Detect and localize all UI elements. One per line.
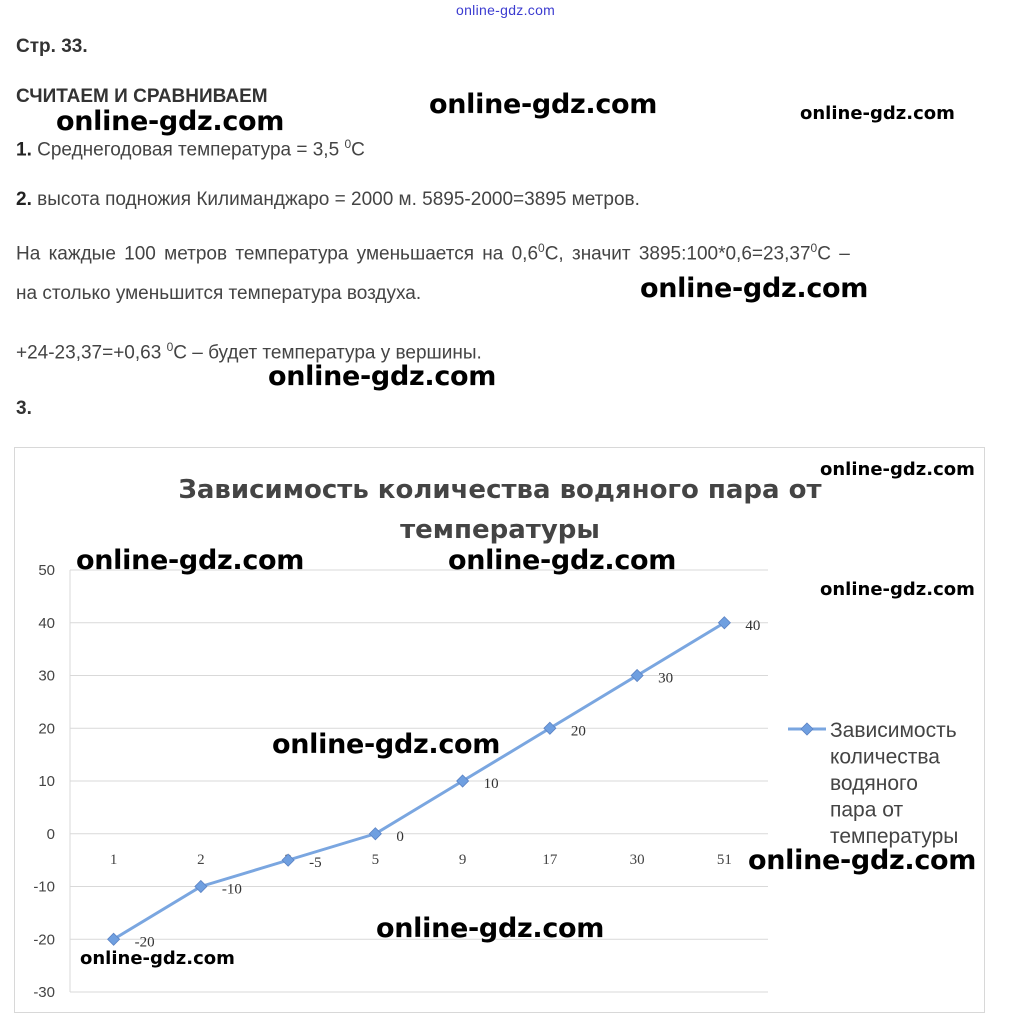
chart-title-line-2: температуры bbox=[400, 515, 600, 545]
data-label: 20 bbox=[570, 723, 586, 740]
degree-sup: 0 bbox=[538, 241, 545, 255]
page-reference: Стр. 33. bbox=[16, 36, 88, 57]
legend-label: температуры bbox=[830, 825, 959, 848]
legend-label: водяного bbox=[830, 772, 918, 795]
degree-sup: 0 bbox=[344, 137, 352, 151]
y-tick-label: -10 bbox=[33, 878, 55, 896]
watermark: online-gdz.com bbox=[448, 545, 677, 576]
x-tick-label: 30 bbox=[629, 851, 645, 868]
paragraph-2: на столько уменьшится температура воздуха. bbox=[16, 283, 422, 304]
x-tick-label: 2 bbox=[197, 851, 205, 868]
watermark: online-gdz.com bbox=[429, 89, 658, 120]
data-label: 10 bbox=[483, 776, 499, 792]
watermark: online-gdz.com bbox=[800, 103, 955, 124]
data-label: 40 bbox=[745, 617, 761, 634]
item-2-text: высота подножия Килиманджаро = 2000 м. 5895-2000=3895 метров. bbox=[37, 189, 640, 210]
y-tick-label: 30 bbox=[38, 667, 55, 685]
chart-title: Зависимость количества водяного пара от bbox=[178, 475, 822, 505]
degree-sup: 0 bbox=[166, 340, 174, 354]
data-label: -10 bbox=[221, 881, 242, 898]
unit: С bbox=[351, 139, 365, 161]
watermark: online-gdz.com bbox=[56, 106, 285, 137]
legend-label: Зависимость bbox=[830, 719, 957, 742]
item-1-text: Среднегодовая температура = 3,5 bbox=[37, 139, 340, 161]
watermark: online-gdz.com bbox=[820, 459, 975, 480]
data-label: 30 bbox=[658, 670, 674, 687]
legend-label: пара от bbox=[830, 798, 904, 822]
item-3-number: 3. bbox=[16, 398, 32, 419]
y-tick-label: 50 bbox=[38, 562, 55, 579]
y-tick-label: 40 bbox=[38, 614, 55, 632]
watermark: online-gdz.com bbox=[748, 845, 977, 876]
x-tick-label: 1 bbox=[109, 851, 118, 868]
item-1-number: 1. bbox=[16, 139, 32, 161]
watermark: online-gdz.com bbox=[820, 579, 975, 600]
legend-marker bbox=[801, 723, 813, 735]
watermark: online-gdz.com bbox=[272, 729, 501, 760]
y-tick-label: -30 bbox=[33, 984, 55, 1001]
site-header-link[interactable]: online-gdz.com bbox=[456, 2, 556, 18]
p1-part-b: С, значит 3895:100*0,6=23,37 bbox=[544, 243, 811, 265]
p3-part-a: +24-23,37=+0,63 bbox=[16, 342, 162, 364]
p1-part-a: На каждые 100 метров температура уменьшается на 0,6 bbox=[16, 243, 539, 265]
watermark: online-gdz.com bbox=[268, 361, 497, 392]
data-label: -5 bbox=[309, 855, 322, 872]
x-tick-label: 9 bbox=[458, 851, 467, 868]
watermark: online-gdz.com bbox=[80, 948, 235, 969]
data-label: -20 bbox=[134, 934, 155, 951]
y-tick-label: 0 bbox=[46, 825, 55, 843]
degree-sup: 0 bbox=[810, 241, 818, 255]
x-tick-label: 5 bbox=[371, 851, 380, 868]
p1-part-c: С – bbox=[817, 243, 850, 265]
item-2-number: 2. bbox=[16, 189, 32, 210]
y-tick-label: 20 bbox=[38, 720, 55, 738]
watermark: online-gdz.com bbox=[76, 545, 305, 576]
watermark: online-gdz.com bbox=[640, 273, 869, 304]
y-tick-label: -20 bbox=[33, 931, 55, 949]
legend-label: количества bbox=[830, 745, 940, 769]
watermark: online-gdz.com bbox=[376, 913, 605, 944]
section-title: СЧИТАЕМ И СРАВНИВАЕМ bbox=[16, 86, 268, 107]
y-tick-label: 10 bbox=[38, 773, 55, 790]
x-tick-label: 17 bbox=[542, 851, 558, 868]
x-tick-label: 51 bbox=[716, 851, 732, 868]
p3-part-b: С – будет температура у вершины. bbox=[173, 342, 482, 364]
data-label: 0 bbox=[396, 828, 404, 845]
